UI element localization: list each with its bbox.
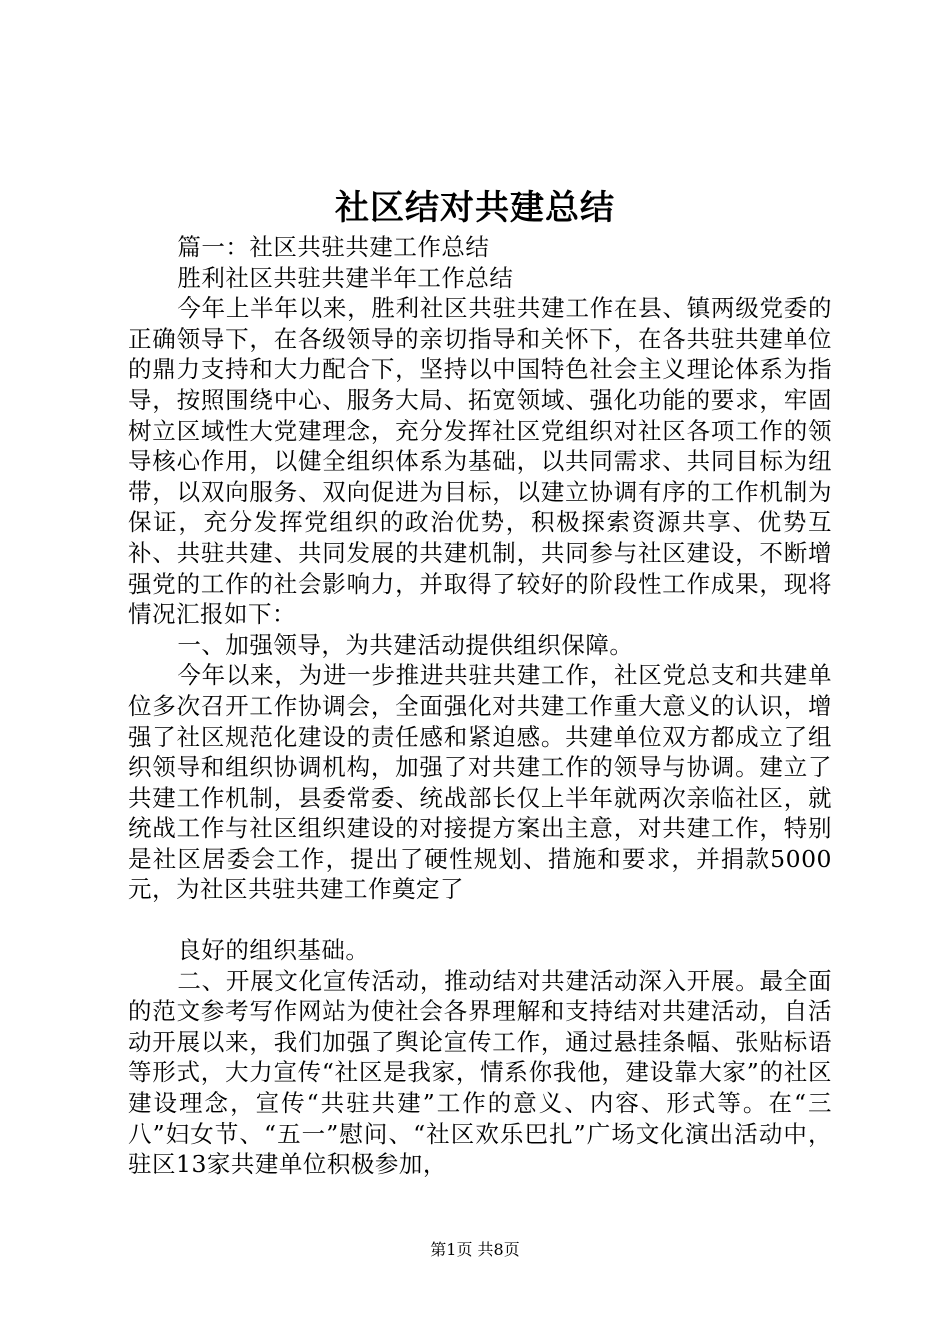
document-title: 社区结对共建总结 [335, 188, 615, 228]
section-heading: 篇一：社区共驻共建工作总结 [177, 233, 490, 261]
paragraph-continuation: 良好的组织基础。 [177, 936, 370, 965]
document-body [128, 232, 832, 1180]
page-footer: 第1页 共8页 [430, 1240, 520, 1259]
subsection-heading: 胜利社区共驻共建半年工作总结 [177, 263, 514, 292]
paragraph: 今年上半年以来，胜利社区共驻共建工作在县、镇两级党委的正确领导下，在各级领导的亲切指导和关怀下，在各共驻共建单位的鼎力支持和大力配合下，坚持以中国特色社会主义理论体系为指导，按照围绕中心、服务大局、拓宽领域、强化功能的要求，牢固树立区域性大党建理念，充分发挥社区党组织对社区各项工作的领导核心作用，以健全组织体系为基础，以共同需求、共同目标为纽带，以双向服务、双向促进为目标，以建立协调有序的工作机制为保证，充分发挥党组织的政治优势，积极探索资源共享、优势互补、共驻共建、共同发展的共建机制，共同参与社区建设，不断增强党的工作的社会影响力，并取得了较好的阶段性工作成果，现将情况汇报如下： [128, 294, 832, 629]
paragraph: 今年以来，为进一步推进共驻共建工作，社区党总支和共建单位多次召开工作协调会，全面强化对共建工作重大意义的认识，增强了社区规范化建设的责任感和紧迫感。共建单位双方都成立了组织领导和组织协调机构，加强了对共建工作的领导与协调。建立了共建工作机制，县委常委、统战部长仅上半年就两次亲临社区，就统战工作与社区组织建设的对接提方案出主意，对共建工作，特别是社区居委会工作，提出了硬性规划、措施和要求，并捐款5000元，为社区共驻共建工作奠定了 [128, 661, 832, 904]
point-heading: 一、加强领导，为共建活动提供组织保障。 [177, 630, 634, 659]
paragraph: 二、开展文化宣传活动，推动结对共建活动深入开展。最全面的范文参考写作网站为使社会各界理解和支持结对共建活动，自活动开展以来，我们加强了舆论宣传工作，通过悬挂条幅、张贴标语等形式，大力宣传“社区是我家，情系你我他，建设靠大家”的社区建设理念，宣传“共驻共建”工作的意义、内容、形式等。在“三八”妇女节、“五一”慰问、“社区欢乐巴扎”广场文化演出活动中，驻区13家共建单位积极参加， [128, 966, 832, 1179]
